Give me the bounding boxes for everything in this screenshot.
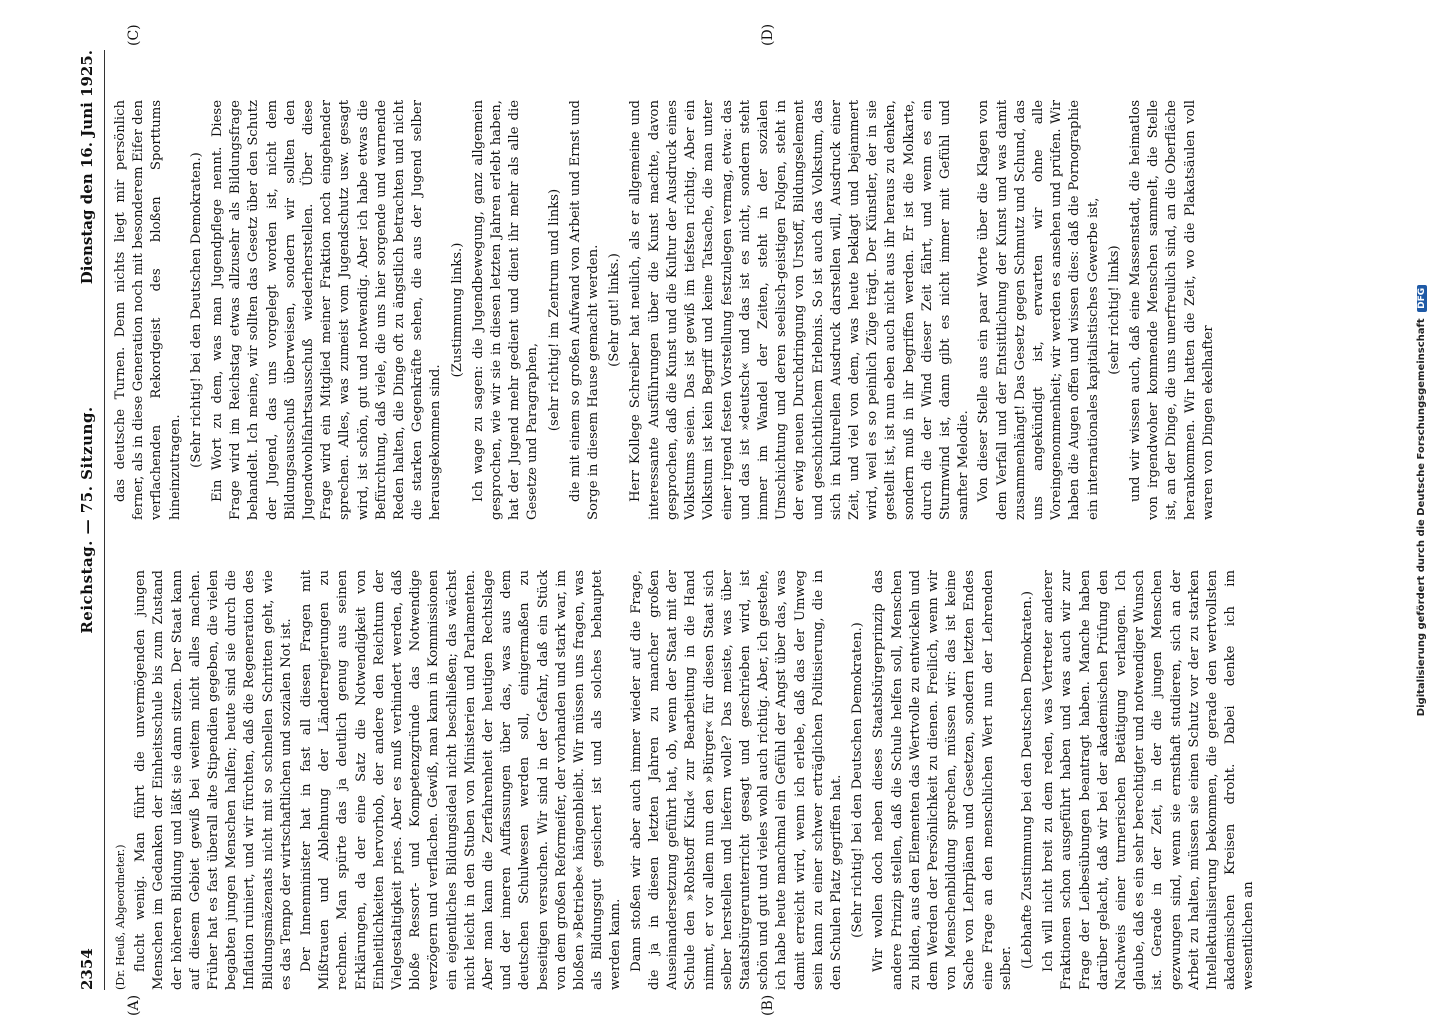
interjection: (Sehr richtig! bei den Deutschen Demokraten.) (850, 622, 866, 938)
paragraph: Herr Kollege Schreiber hat neulich, als er allgemeine und interessante Ausführungen über die Kunst machte, davon gesprochen, daß die Kunst und die Kultur der Ausdruck eines Volkstums seien. Das ist gewiß im tiefsten richtig. Aber ein Volkstum ist kein Begriff und keine Tatsache, die man unter einer irgend festen Vorstellung festzulegen vermag, etwa: das und das ist »deutsch« und das ist es nicht, sondern steht immer im Wandel der Zeiten, steht in der sozialen Umschichtung und deren seelisch-geistigen Folgen, steht in der ewig neuen Durchdringung von Urstoff, Bildungselement und geschichtlichem Erlebnis. So ist auch das Volkstum, das sich in kulturellen Ausdruck darstellen will, Ausdruck einer Zeit, und viel von dem, was heute beklagt und bejammert wird, weil es so peinlich Züge trägt. Der Künstler, der in sie gestellt ist, ist nun eben auch nicht aus ihr heraus zu denken, sondern muß in ihr begriffen werden. Er ist die Molkarte, durch die der Wind dieser Zeit fährt, und wenn es ein Sturmwind ist, dann gibt es nicht immer mit Gefühl und sanfter Melodie. (628, 100, 972, 520)
paragraph: Wir wollen doch neben dieses Staatsbürgerprinzip das andere Prinzip stellen, daß die Schule helfen soll, Menschen zu bilden, aus den Elementen das Wertvolle zu entwickeln und dem Werden der Persönlichkeit zu dienen. Freilich, wenn wir von Menschenbildung sprechen, müssen wir: das ist keine Sache von Lehrplänen und Gesetzen, sondern letzten Endes eine Frage an den menschlichen Wert nun der Lehrenden selber. (871, 570, 1014, 990)
header-rule (104, 50, 105, 990)
paragraph: das deutsche Turnen. Denn nichts liegt mir persönlich ferner, als in diese Generation noch mit besonderem Eifer den verflachenden Rekordgeist des bloßen Sporttums hineinzutragen. (113, 100, 183, 520)
interjection: (sehr richtig! links) (1106, 245, 1122, 375)
page-number: 2354 (78, 948, 96, 990)
session-date: Dienstag den 16. Juni 1925. (78, 50, 96, 285)
interjection: (Sehr gut! links.) (607, 253, 623, 367)
credit-text: Digitalisierung gefördert durch die Deutsche Forschungsgemeinschaft (1416, 318, 1427, 717)
speaker-label: (Dr. Heuß, Abgeordneter.) (114, 844, 127, 990)
interjection: (sehr richtig! im Zentrum und links) (546, 188, 562, 432)
digitization-credit (1414, 8, 1434, 993)
margin-marker-c: (C) (126, 24, 142, 46)
interjection: (Zustimmung links.) (449, 242, 465, 378)
scanned-page (70, 23, 1434, 1016)
paragraph: Von dieser Stelle aus ein paar Worte über die Klagen von dem Verfall und der Entsittlichung der Kunst und was damit zusammenhängt! Das Gesetz gegen Schmutz und Schund, das uns angekündigt ist, erwarten wir ohne alle Voreingenommenheit; wir werden es ansehen und prüfen. Wir haben die Augen offen und wissen dies: daß die Pornographie ein internationales kapitalistisches Gewerbe ist, (976, 100, 1101, 520)
paragraph: Ich will nicht breit zu dem reden, was Vertreter anderer Fraktionen schon ausgeführt haben und was auch wir zur Frage der Leibesübungen beantragt haben. Manche haben darüber gelacht, daß wir bei der akademischen Prüfung den Nachweis einer turnerischen Betätigung verlangen. Ich glaube, daß es ein sehr berechtigter und notwendiger Wunsch ist. Gerade in der Zeit, in der die jungen Menschen gezwungen sind, wenn sie ernsthaft studieren, sich an der Arbeit zu halten, müssen sie einen Schutz vor der zu starken Intellektualisierung bekommen, die gerade den wertvollsten akademischen Kreisen droht. Dabei denke ich im wesentlichen an (1041, 570, 1257, 990)
margin-marker-b: (B) (760, 994, 776, 1016)
paragraph: Ein Wort zu dem, was man Jugendpflege nennt. Diese Frage wird im Reichstag etwas allzusehr als Bildungsfrage behandelt. Ich meine, wir sollten das Gesetz über den Schutz der Jugend, das uns vorgelegt worden ist, nicht dem Bildungsausschuß überweisen, sondern wir sollten den Jugendwohlfahrtsausschuß wiederherstellen. Über diese Frage wird ein Mitglied meiner Fraktion noch eingehender sprechen. Alles, was zumeist vom Jugendschutz usw. gesagt wird, ist schön, gut und notwendig. Aber ich habe etwas die Befürchtung, daß viele, die uns hier sorgende und warnende Reden halten, die Dinge oft zu ängstlich betrachten und nicht die starken Gegenkräfte sehen, die aus der Jugend selber herausgekommen sind. (210, 100, 444, 520)
paragraph: und wir wissen auch, daß eine Massenstadt, die heimatlos von irgendwoher kommende Menschen sammelt, die Stelle ist, an der Dinge, die uns unerfreulich sind, an die Oberfläche herankommen. Wir hatten die Zeit, wo die Plakatsäulen voll waren von Dingen ekelhafter (1127, 100, 1216, 520)
paragraph: Dann stoßen wir aber auch immer wieder auf die Frage, die ja in diesen letzten Jahren zu mancher großen Auseinandersetzung geführt hat, ob, wenn der Staat mit der Schule den »Rohstoff Kind« zur Bearbeitung in die Hand nimmt, er vor allem nun den »Bürger« für diesen Staat sich selber herstellen und liefern wolle? Das meiste, was über Staatsbürgerunterricht gesagt und geschrieben wird, ist schön und gut und vieles wohl auch richtig. Aber, ich gestehe, ich habe heute manchmal ein Gefühl der Angst über das, was damit erreicht wird, wenn ich erlebe, daß das der Umweg sein kann zu einer schwer erträglichen Politisierung, die in den Schulen Platz gegriffen hat. (628, 570, 844, 990)
session-title: Reichstag. — 75. Sitzung. (78, 406, 96, 634)
margin-marker-d: (D) (760, 23, 776, 46)
dfg-logo-icon: DFG (1417, 285, 1427, 312)
left-column (112, 570, 1402, 990)
page-header (70, 50, 106, 990)
paragraph: die mit einem so großen Aufwand von Arbeit und Ernst und Sorge in diesem Hause gemacht werden. (567, 100, 602, 520)
right-column (112, 100, 1402, 520)
margin-marker-a: (A) (126, 994, 142, 1016)
interjection: (Lebhafte Zustimmung bei den Deutschen Demokraten.) (1019, 590, 1035, 970)
paragraph: flucht wenig. Man führt die unvermögenden jungen Menschen im Gedanken der Einheitsschule bis zum Zustand der höheren Bildung und läßt sie dann sitzen. Der Staat kann auf diesem Gebiet gewiß bei weitem nicht alles machen. Früher hat es fast überall alte Stipendien gegeben, die vielen begabten jungen Menschen halfen; heute sind sie durch die Inflation ruiniert, und wir fürchten, daß die Regeneration des Bildungsmäzenats nicht mit so schnellen Schritten geht, wie es das Tempo der wirtschaftlichen und sozialen Not ist. (133, 570, 294, 990)
paragraph: Ich wage zu sagen: die Jugendbewegung, ganz allgemein gesprochen, wie wir sie in diesen letzten Jahren erlebt haben, hat der Jugend mehr gedient und dient ihr mehr als alle die Gesetze und Paragraphen, (470, 100, 541, 520)
interjection: (Sehr richtig! bei den Deutschen Demokraten.) (188, 152, 204, 468)
paragraph: Der Innenminister hat in fast all diesen Fragen mit Mißtrauen und Ablehnung der Länderregierungen zu rechnen. Man spürte das ja deutlich genug aus seinen Erklärungen, da der eine Satz die Notwendigkeit von Einheitlichkeiten hervorhob, der andere den Reichtum der Vielgestaltigkeit pries. Aber es muß verhindert werden, daß bloße Ressort- und Kompetenzgründe das Notwendige verzögern und verflachen. Gewiß, man kann in Kommissionen ein eigentliches Bildungsideal nicht beschließen; das wächst nicht leicht in den Stuben von Ministerien und Parlamenten. Aber man kann die Zerfahrenheit der heutigen Rechtslage und der inneren Auffassungen über das, was aus dem deutschen Schulwesen werden soll, einigermaßen zu beseitigen versuchen. Wir sind in der Gefahr, daß ein Stück von dem großen Reformeifer, der vorhanden und stark war, im bloßen »Betriebe« hängenbleibt. Wir müssen uns fragen, was als Bildungsgut gesichert ist und als solches behauptet werden kann. (299, 570, 624, 990)
